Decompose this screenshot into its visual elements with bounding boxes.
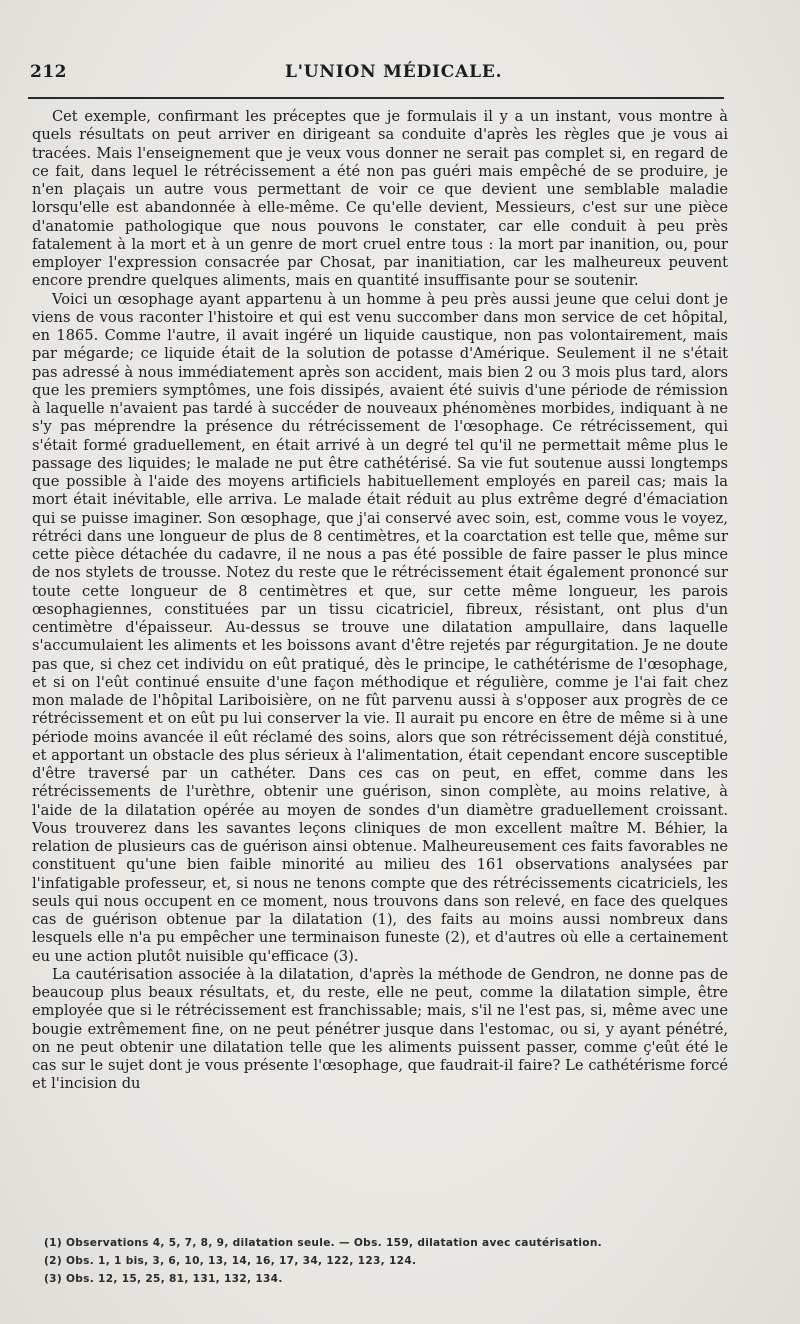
running-header <box>30 62 730 86</box>
footnote: (2) Obs. 1, 1 bis, 3, 6, 10, 13, 14, 16, 17, 34, 122, 123, 124. <box>44 1255 417 1267</box>
paragraph: Voici un œsophage ayant appartenu à un homme à peu près aussi jeune que celui dont je viens de vous raconter l'histoire et qui est venu succomber dans mon service de cet hôpital, en 1865. Comme l'autre, il avait ingéré un liquide caustique, non pas volontairement, mais par mégarde; ce liquide était de la solution de potasse d'Amérique. Seulement il ne s'était pas adressé à nous immédiatement après son accident, mais bien 2 ou 3 mois plus tard, alors que les premiers symptômes, une fois dissipés, avaient été suivis d'une période de rémission à laquelle n'avaient pas tardé à succéder de nouveaux phénomènes morbides, indiquant à ne s'y pas méprendre la présence du rétrécissement de l'œsophage. Ce rétrécissement, qui s'était formé graduellement, en était arrivé à un degré tel qu'il ne permettait même plus le passage des liquides; le malade ne put être cathétérisé. Sa vie fut soutenue aussi longtemps que possible à l'aide des moyens artificiels habituellement employés en pareil cas; mais la mort était inévitable, elle arriva. Le malade était réduit au plus extrême degré d'émaciation qui se puisse imaginer. Son œsophage, que j'ai conservé avec soin, est, comme vous le voyez, rétréci dans une longueur de plus de 8 centimètres, et la coarctation est telle que, même sur cette pièce détachée du cadavre, il ne nous a pas été possible de faire passer le plus mince de nos stylets de trousse. Notez du reste que le rétrécissement était également prononcé sur toute cette longueur de 8 centimètres et que, sur cette même longueur, les parois œsophagiennes, constituées par un tissu cicatriciel, fibreux, résistant, ont plus d'un centimètre d'épaisseur. Au-dessus se trouve une dilatation ampullaire, dans laquelle s'accumulaient les aliments et les boissons avant d'être rejetés par régurgitation. Je ne doute pas que, si chez cet individu on eût pratiqué, dès le principe, le cathétérisme de l'œsophage, et si on l'eût continué ensuite d'une façon méthodique et régulière, comme je l'ai fait chez mon malade de l'hôpital Lariboisière, on ne fût parvenu aussi à s'opposer aux progrès de ce rétrécissement et on eût pu lui conserver la vie. Il aurait pu encore en être de même si à une période moins avancée il eût réclamé des soins, alors que son rétrécissement déjà constitué, et apportant un obstacle des plus sérieux à l'alimentation, était cependant encore susceptible d'être traversé par un cathéter. Dans ces cas on peut, en effet, comme dans les rétrécissements de l'urèthre, obtenir une guérison, sinon complète, au moins relative, à l'aide de la dilatation opérée au moyen de sondes d'un diamètre graduellement croissant. Vous trouverez dans les savantes leçons cliniques de mon excellent maître M. Béhier, la relation de plusieurs cas de guérison ainsi obtenue. Malheureusement ces faits favorables ne constituent qu'une bien faible minorité au milieu des 161 observations analysées par l'infatigable professeur, et, si nous ne tenons compte que des rétrécissements cicatriciels, les seuls qui nous occupent en ce moment, nous trouvons dans son relevé, en face des quelques cas de guérison obtenue par la dilatation (1), des faits au moins aussi nombreux dans lesquels elle n'a pu empêcher une terminaison funeste (2), et d'autres où elle a certainement eu une action plutôt nuisible qu'efficace (3). <box>32 290 728 965</box>
page-number: 212 <box>30 62 67 82</box>
article-body <box>32 108 728 1094</box>
footnote: (1) Observations 4, 5, 7, 8, 9, dilatation seule. — Obs. 159, dilatation avec cautérisation. <box>44 1237 603 1249</box>
paragraph: La cautérisation associée à la dilatation, d'après la méthode de Gendron, ne donne pas de beaucoup plus beaux résultats, et, du reste, elle ne peut, comme la dilatation simple, être employée que si le rétrécissement est franchissable; mais, s'il ne l'est pas, si, même avec une bougie extrêmement fine, on ne peut pénétrer jusque dans l'estomac, ou si, y ayant pénétré, on ne peut obtenir une dilatation telle que les aliments puissent passer, comme ç'eût été le cas sur le sujet dont je vous présente l'œsophage, que faudrait-il faire? Le cathétérisme forcé et l'incision du <box>32 965 728 1093</box>
header-rule <box>28 97 724 99</box>
footnote: (3) Obs. 12, 15, 25, 81, 131, 132, 134. <box>44 1273 283 1285</box>
footnotes <box>44 1234 724 1288</box>
journal-title: L'UNION MÉDICALE. <box>285 62 503 82</box>
paragraph: Cet exemple, confirmant les préceptes que je formulais il y a un instant, vous montre à quels résultats on peut arriver en dirigeant sa conduite d'après les règles que je vous ai tracées. Mais l'enseignement que je veux vous donner ne serait pas complet si, en regard de ce fait, dans lequel le rétrécissement a été non pas guéri mais empêché de se produire, je n'en plaçais un autre vous permettant de voir ce que devient une semblable maladie lorsqu'elle est abandonnée à elle-même. Ce qu'elle devient, Messieurs, c'est sur une pièce d'anatomie pathologique que nous pouvons le constater, car elle conduit à peu près fatalement à la mort et à un genre de mort cruel entre tous : la mort par inanition, ou, pour employer l'expression consacrée par Chosat, par inanitiation, car les malheureux peuvent encore prendre quelques aliments, mais en quantité insuffisante pour se soutenir. <box>32 108 728 290</box>
